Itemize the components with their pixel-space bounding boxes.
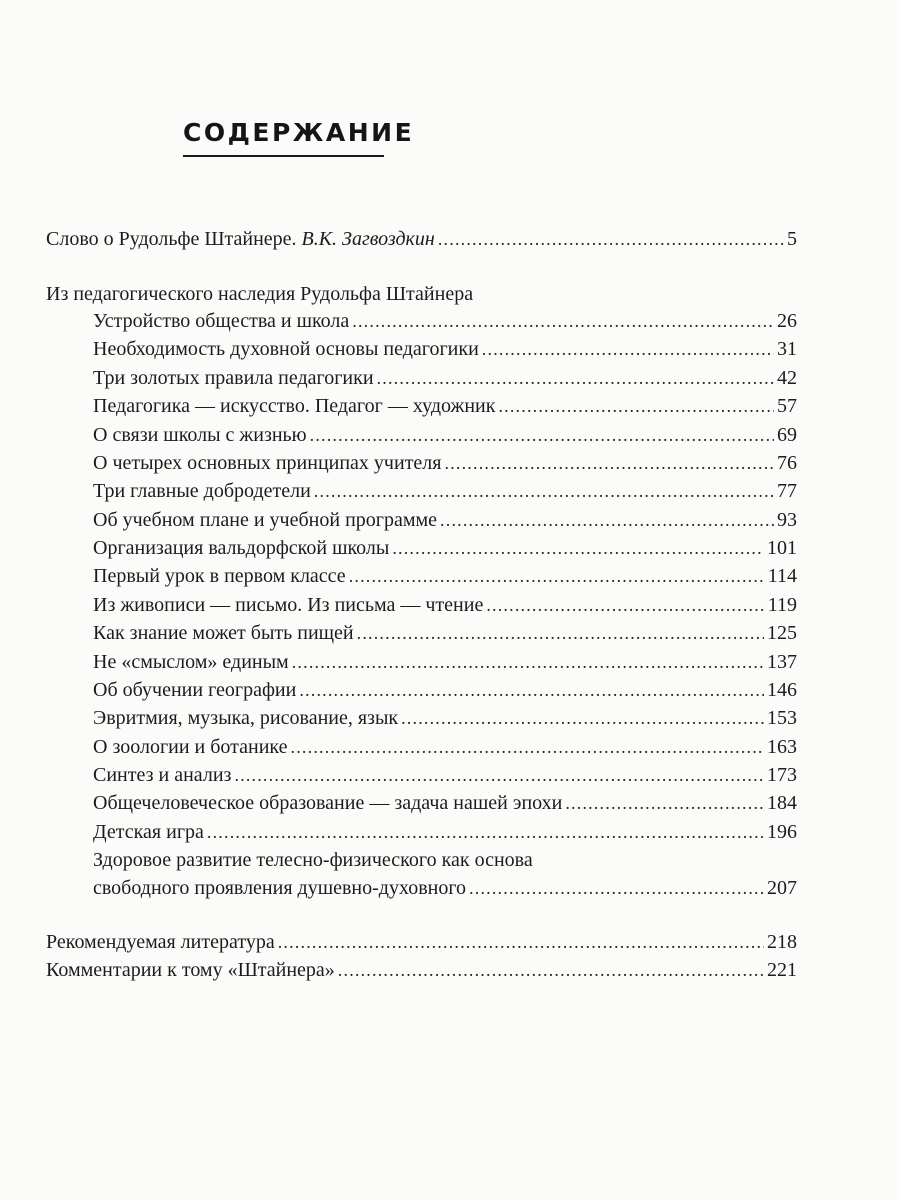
toc-entry-title: Эвритмия, музыка, рисование, язык — [93, 707, 399, 729]
toc-entry[interactable] — [93, 818, 797, 846]
toc-entry-page: 125 — [767, 622, 797, 644]
toc-entry[interactable] — [93, 364, 797, 392]
dot-leader — [234, 761, 764, 789]
toc-entry[interactable] — [93, 733, 797, 761]
toc-entry-title: Об обучении географии — [93, 679, 297, 701]
toc-entry-title: Не «смыслом» единым — [93, 651, 289, 673]
dot-leader — [338, 956, 764, 984]
dot-leader — [299, 676, 764, 704]
dot-leader — [310, 421, 774, 449]
toc-entry-title: Организация вальдорфской школы — [93, 537, 390, 559]
toc-entry-title: Из живописи — письмо. Из письма — чтение — [93, 594, 484, 616]
toc-entry-page: 184 — [767, 792, 797, 814]
toc-entry[interactable] — [93, 392, 797, 420]
dot-leader — [278, 928, 764, 956]
dot-leader — [498, 392, 774, 420]
toc-entry[interactable] — [93, 676, 797, 704]
dot-leader — [438, 225, 784, 253]
toc-entry-title — [46, 225, 435, 253]
toc-entry-title: Рекомендуемая литература — [46, 931, 275, 953]
toc-entry-references[interactable] — [46, 928, 797, 956]
toc-entry[interactable] — [93, 591, 797, 619]
toc-entry-title: Детская игра — [93, 821, 204, 843]
toc-entry-page: 146 — [767, 679, 797, 701]
toc-entry-title: Об учебном плане и учебной программе — [93, 509, 438, 531]
toc-entry-intro[interactable] — [46, 225, 797, 253]
toc-entry-two-line-first[interactable]: Здоровое развитие телесно-физического как основа — [93, 849, 533, 871]
toc-entry-title: О связи школы с жизнью — [93, 424, 307, 446]
toc-title: СОДЕРЖАНИЕ — [183, 118, 415, 147]
toc-entry-page: 101 — [767, 537, 797, 559]
toc-entry-page: 26 — [777, 310, 797, 332]
toc-entry-page: 173 — [767, 764, 797, 786]
toc-entry[interactable] — [93, 789, 797, 817]
toc-entry-page: 207 — [767, 877, 797, 899]
dot-leader — [482, 335, 774, 363]
dot-leader — [377, 364, 774, 392]
dot-leader — [565, 789, 764, 817]
toc-entry-page: 69 — [777, 424, 797, 446]
toc-entry[interactable] — [93, 335, 797, 363]
toc-entry-page: 221 — [767, 959, 797, 981]
section-heading: Из педагогического наследия Рудольфа Штайнера — [46, 283, 474, 305]
dot-leader — [207, 818, 764, 846]
title-underline — [183, 155, 384, 157]
dot-leader — [352, 307, 774, 335]
toc-entry[interactable] — [93, 506, 797, 534]
dot-leader — [445, 449, 775, 477]
toc-entry-title: Общечеловеческое образование — задача нашей эпохи — [93, 792, 563, 814]
toc-entry[interactable] — [93, 619, 797, 647]
toc-entry[interactable] — [93, 477, 797, 505]
toc-entry-page: 77 — [777, 480, 797, 502]
dot-leader — [357, 619, 764, 647]
toc-entry-page: 42 — [777, 367, 797, 389]
toc-entry-title: Необходимость духовной основы педагогики — [93, 338, 479, 360]
dot-leader — [392, 534, 764, 562]
dot-leader — [349, 562, 765, 590]
toc-entry-page: 5 — [787, 228, 797, 250]
toc-entry-page: 119 — [767, 594, 797, 616]
intro-author: В.К. Загвоздкин — [301, 228, 435, 250]
toc-entry-page: 93 — [777, 509, 797, 531]
dot-leader — [314, 477, 774, 505]
toc-entry[interactable] — [93, 761, 797, 789]
toc-entry-title: Комментарии к тому «Штайнера» — [46, 959, 335, 981]
toc-entry-page: 196 — [767, 821, 797, 843]
dot-leader — [469, 874, 764, 902]
toc-entry[interactable] — [93, 704, 797, 732]
toc-entry-title: Как знание может быть пищей — [93, 622, 354, 644]
toc-entry-title: Синтез и анализ — [93, 764, 232, 786]
toc-entry[interactable] — [93, 562, 797, 590]
dot-leader — [291, 733, 764, 761]
toc-entry[interactable] — [93, 534, 797, 562]
toc-entry[interactable] — [93, 648, 797, 676]
intro-title: Слово о Рудольфе Штайнере. — [46, 228, 302, 250]
toc-entry-title: свободного проявления душевно-духовного — [93, 877, 467, 899]
toc-entry[interactable] — [93, 449, 797, 477]
dot-leader — [292, 648, 764, 676]
toc-entry-page: 163 — [767, 736, 797, 758]
toc-entry-page: 76 — [777, 452, 797, 474]
toc-entry-title: Первый урок в первом классе — [93, 565, 346, 587]
dot-leader — [440, 506, 774, 534]
toc-entry-page: 114 — [767, 565, 797, 587]
toc-entry-two-line-second[interactable] — [93, 874, 797, 902]
toc-entry-title: О четырех основных принципах учителя — [93, 452, 442, 474]
toc-entry-title: Педагогика — искусство. Педагог — художник — [93, 395, 496, 417]
toc-entry-comments[interactable] — [46, 956, 797, 984]
toc-entry-title: Устройство общества и школа — [93, 310, 350, 332]
toc-entry-title: Три главные добродетели — [93, 480, 311, 502]
toc-entry-title: О зоологии и ботанике — [93, 736, 288, 758]
toc-entry-page: 137 — [767, 651, 797, 673]
toc-entry-page: 57 — [777, 395, 797, 417]
toc-entry-title: Три золотых правила педагогики — [93, 367, 374, 389]
dot-leader — [401, 704, 764, 732]
dot-leader — [486, 591, 764, 619]
toc-entry-page: 153 — [767, 707, 797, 729]
toc-entry-page: 218 — [767, 931, 797, 953]
toc-entry[interactable] — [93, 307, 797, 335]
toc-entry-page: 31 — [777, 338, 797, 360]
toc-entry[interactable] — [93, 421, 797, 449]
